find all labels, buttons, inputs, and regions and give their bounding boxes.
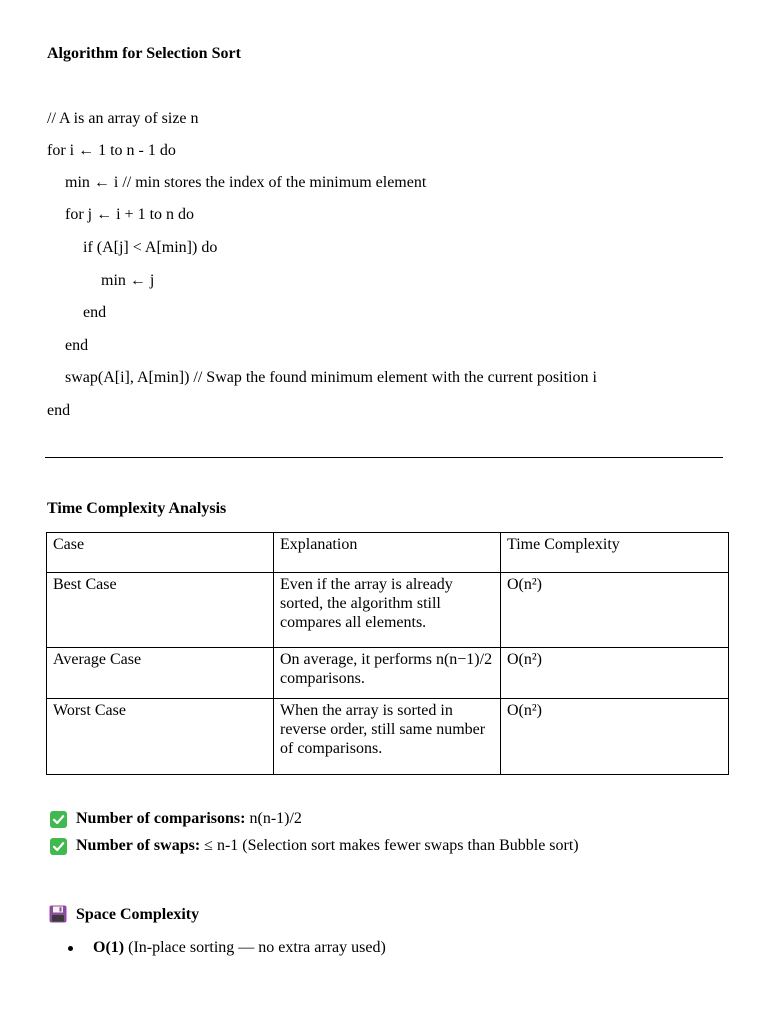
fact-comparisons: [76, 810, 302, 828]
table-header-row: [47, 533, 729, 573]
fact-label: Number of comparisons:: [76, 810, 246, 827]
code-line: for j ← i + 1 to n do: [65, 206, 195, 223]
code-line: min ← j: [101, 272, 155, 289]
bullet-text: (In-place sorting — no extra array used): [124, 939, 386, 956]
code-line: end: [83, 304, 107, 321]
header-explanation: Explanation: [274, 533, 501, 573]
fact-value: ≤ n-1 (Selection sort makes fewer swaps than Bubble sort): [200, 837, 579, 854]
cell-complexity: O(n²): [501, 648, 729, 699]
horizontal-divider: [45, 457, 723, 458]
cell-explanation: On average, it performs n(n−1)/2 comparisons.: [274, 648, 501, 699]
cell-case: Worst Case: [47, 699, 274, 775]
fact-swaps: [76, 837, 579, 855]
table-row: [47, 699, 729, 775]
code-line: end: [65, 337, 89, 354]
code-line: // A is an array of size n: [47, 110, 199, 127]
code-line: min ← i // min stores the index of the minimum element: [65, 174, 427, 191]
cell-complexity: O(n²): [501, 573, 729, 648]
floppy-disk-icon: [49, 905, 67, 923]
space-complexity-title: Space Complexity: [76, 906, 200, 923]
cell-explanation: When the array is sorted in reverse order, still same number of comparisons.: [274, 699, 501, 775]
cell-case: Best Case: [47, 573, 274, 648]
bullet-dot: [68, 946, 73, 951]
table-row: [47, 648, 729, 699]
space-complexity-item: [93, 939, 386, 957]
code-line: swap(A[i], A[min]) // Swap the found minimum element with the current position i: [65, 369, 597, 386]
time-complexity-title: Time Complexity Analysis: [47, 500, 227, 517]
fact-label: Number of swaps:: [76, 837, 201, 854]
header-case: Case: [47, 533, 274, 573]
check-mark-icon: [50, 811, 67, 828]
time-complexity-table: [46, 532, 729, 775]
bullet-bold: O(1): [93, 939, 125, 956]
code-line: for i ← 1 to n - 1 do: [47, 142, 176, 159]
check-mark-icon: [50, 838, 67, 855]
code-line: if (A[j] < A[min]) do: [83, 239, 218, 256]
header-time-complexity: Time Complexity: [501, 533, 729, 573]
code-line: end: [47, 402, 71, 419]
cell-explanation: Even if the array is already sorted, the algorithm still compares all elements.: [274, 573, 501, 648]
algorithm-title: Algorithm for Selection Sort: [47, 45, 241, 62]
cell-complexity: O(n²): [501, 699, 729, 775]
table-row: [47, 573, 729, 648]
cell-case: Average Case: [47, 648, 274, 699]
fact-value: n(n-1)/2: [245, 810, 302, 827]
